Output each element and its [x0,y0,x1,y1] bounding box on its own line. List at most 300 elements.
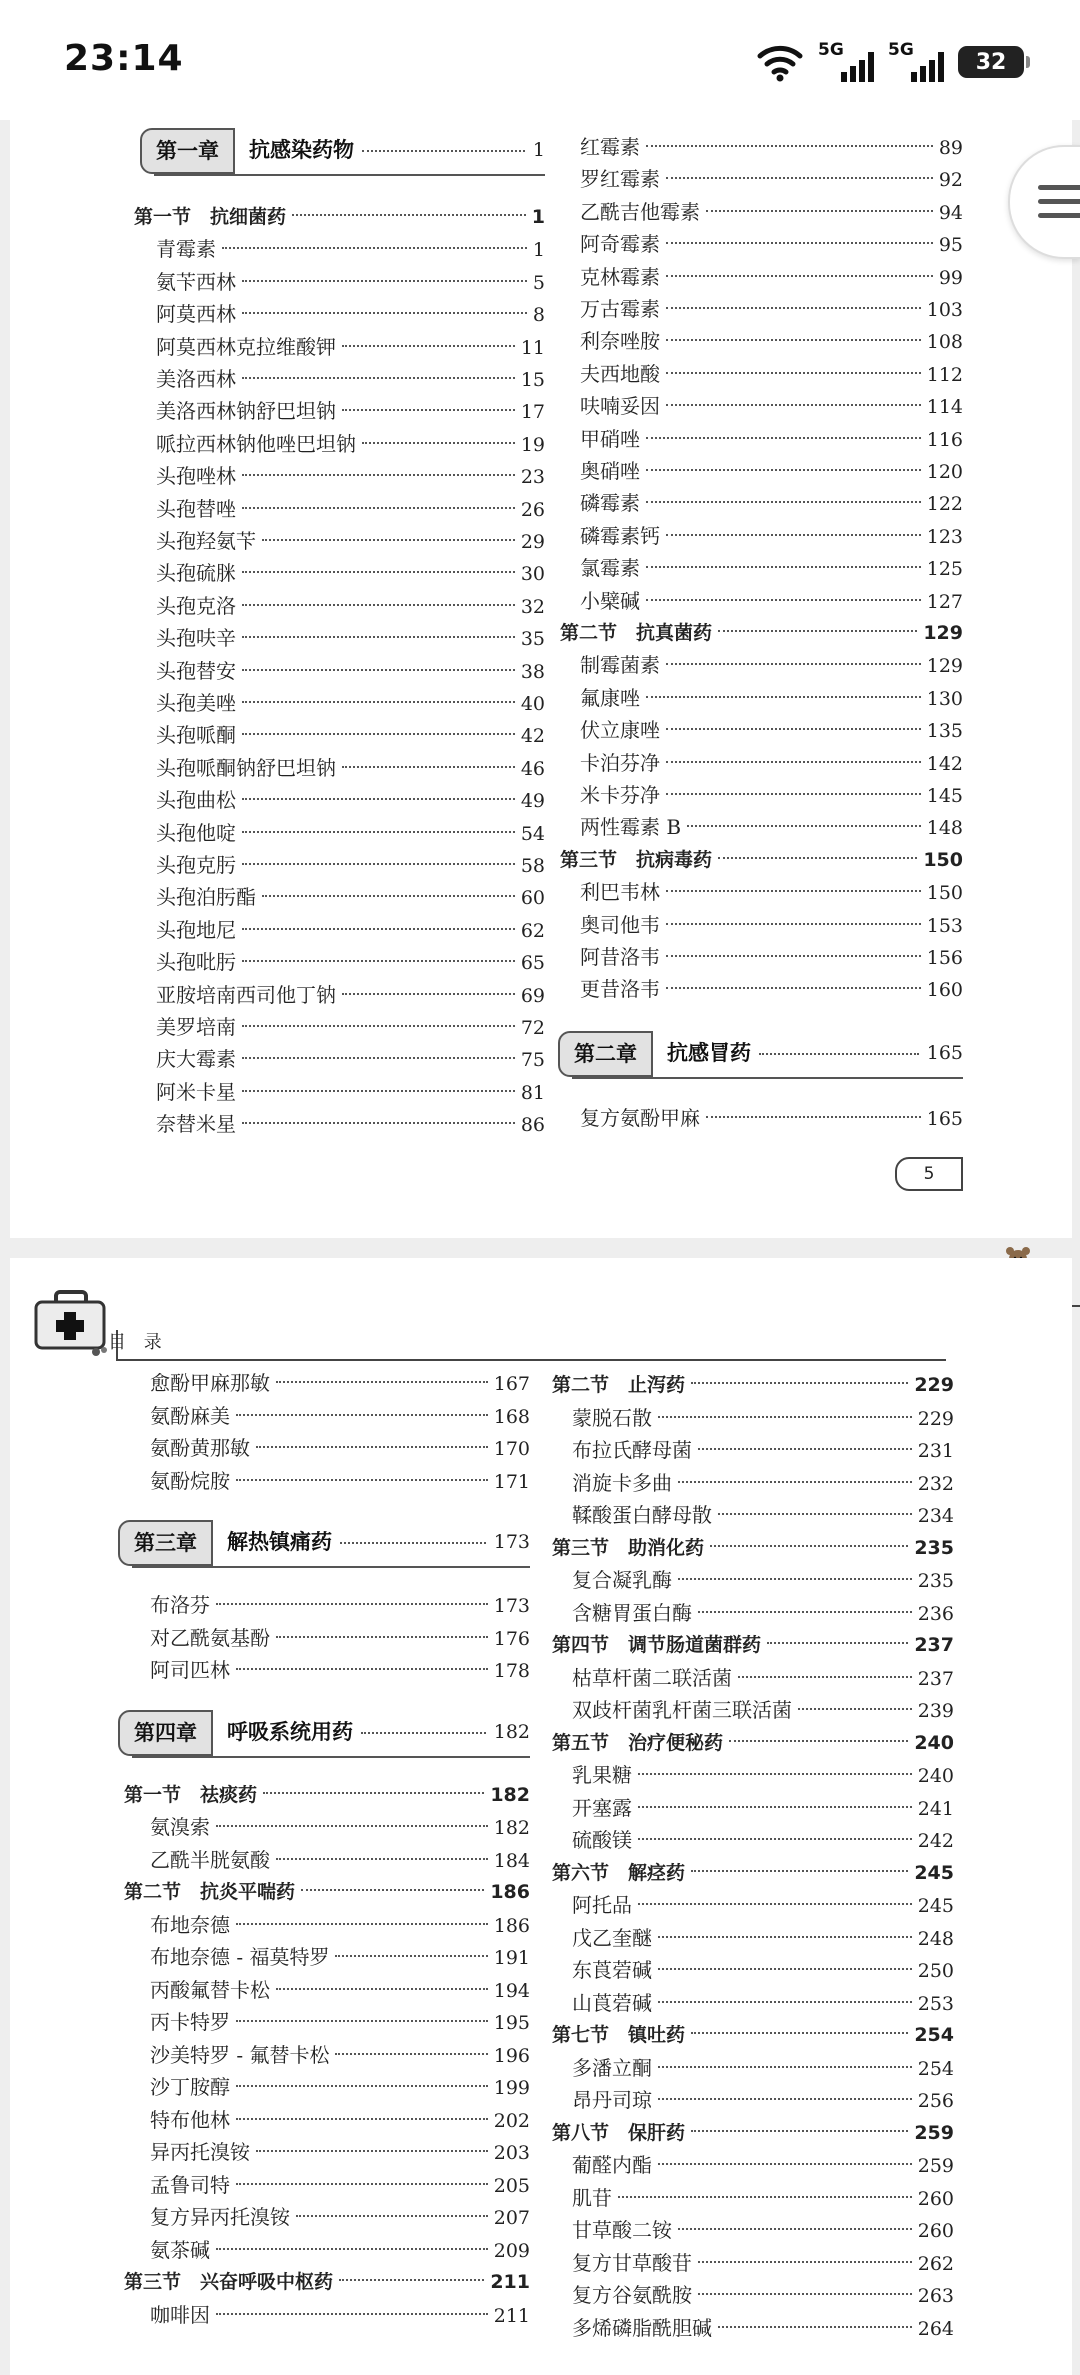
leader-dots [646,501,921,503]
item-name: 头孢替安 [156,658,236,683]
leader-dots [666,404,921,406]
toc-section[interactable] [552,1630,954,1660]
toc-section[interactable] [124,1780,530,1810]
leader-dots [658,2163,912,2165]
page-number: 260 [917,2187,954,2210]
page-number: 114 [926,396,963,419]
item-name: 复方甘草酸苷 [572,2250,692,2275]
item-name: 布地奈德 - 福莫特罗 [150,1945,330,1969]
leader-dots [691,2032,908,2034]
toc-item[interactable] [156,332,545,362]
toc-item[interactable] [580,748,963,778]
page-number: 60 [520,887,545,910]
item-name: 美洛西林钠舒巴坦钠 [156,399,336,424]
item-name: 氯霉素 [580,556,640,581]
toc-item[interactable] [580,683,963,713]
item-name: 头孢唑林 [156,464,236,489]
item-name: 美洛西林 [156,367,236,391]
toc-item[interactable] [572,1988,954,2018]
page-number: 135 [926,720,963,743]
item-name: 小檗碱 [580,588,640,613]
section-title: 第二节 止泻药 [552,1374,686,1396]
item-name: 头孢美唑 [156,691,236,715]
toc-item[interactable] [156,753,545,783]
toc-item[interactable] [580,974,963,1004]
page-number: 156 [926,947,963,969]
toc-item[interactable] [150,1812,530,1842]
toc-item[interactable] [156,494,545,524]
toc-item[interactable] [156,980,545,1010]
leader-dots [242,831,515,833]
item-name: 头孢曲松 [156,788,236,813]
page-number: 239 [917,1700,954,1722]
toc-item[interactable] [572,1793,954,1823]
chapter-heading[interactable] [118,1710,530,1754]
leader-dots [242,377,515,379]
item-name: 异丙托溴铵 [150,2140,250,2164]
page-number: 62 [520,919,545,942]
item-name: 乙酰半胱氨酸 [150,1847,270,1872]
toc-item[interactable] [156,623,545,653]
toc-item[interactable] [572,1435,954,1465]
item-name: 沙美特罗 - 氟替卡松 [150,2042,330,2067]
chapter-heading[interactable] [140,128,545,172]
toc-section[interactable] [552,1533,954,1563]
toc-item[interactable] [156,429,545,459]
page-number: 19 [520,433,545,456]
leader-dots [666,955,921,957]
toc-item[interactable] [572,1565,954,1595]
page-number: 94 [938,201,963,224]
toc-item[interactable] [580,1103,963,1133]
section-title: 第五节 治疗便秘药 [552,1731,724,1754]
page-number: 182 [493,1720,530,1743]
toc-item[interactable] [156,299,545,329]
item-name: 利奈唑胺 [580,329,660,354]
toc-item[interactable] [572,1695,954,1725]
menu-icon [1038,185,1080,190]
leader-dots [666,372,921,374]
leader-dots [296,2215,488,2217]
leader-dots [335,1955,487,1957]
toc-item[interactable] [580,391,963,421]
item-name: 伏立康唑 [580,718,660,743]
toc-item[interactable] [150,1942,530,1972]
toc-item[interactable] [580,326,963,356]
leader-dots [276,1858,488,1860]
toc-item[interactable] [580,812,963,842]
toc-section[interactable] [134,202,545,232]
page-number: 182 [490,1783,530,1806]
toc-item[interactable] [150,1845,530,1875]
leader-dots [638,1773,912,1775]
leader-dots [335,2053,487,2055]
toc-item[interactable] [580,359,963,389]
toc-item[interactable] [150,2137,530,2167]
page-number: 254 [914,2024,954,2046]
toc-item[interactable] [150,1655,530,1685]
toc-item[interactable] [150,2170,530,2200]
page-number: 195 [493,2012,530,2034]
page-number: 232 [917,1472,954,1495]
page-number: 191 [493,1947,530,1969]
toc-section[interactable] [552,1858,954,1888]
leader-dots [340,1542,486,1544]
toc-item[interactable] [150,1590,530,1620]
page-number: 245 [917,1895,954,1917]
toc-item[interactable] [150,1368,530,1398]
page-number: 17 [520,401,545,424]
leader-dots [646,437,921,439]
toc-item[interactable] [580,294,963,324]
toc-item[interactable] [572,1955,954,1985]
item-name: 呋喃妥因 [580,394,660,419]
toc-section[interactable] [124,2267,530,2297]
page-number: 259 [917,2155,954,2177]
page-number: 176 [493,1627,530,1650]
toc-item[interactable] [156,915,545,945]
leader-dots [242,669,515,671]
leader-dots [362,150,525,152]
item-name: 布地奈德 [150,1912,230,1937]
leader-dots [242,798,515,800]
header-rule [116,1359,946,1361]
toc-item[interactable] [150,2235,530,2265]
toc-item[interactable] [580,262,963,292]
leader-dots [263,1792,484,1794]
toc-item[interactable] [156,461,545,491]
item-name: 头孢克洛 [156,593,236,618]
toc-item[interactable] [572,2150,954,2180]
toc-item[interactable] [156,267,545,297]
leader-dots [666,275,933,277]
page-number: 207 [493,2207,530,2229]
page-number: 173 [493,1595,530,1617]
chapter-label: 第二章 [558,1031,653,1077]
item-name: 双歧杆菌乳杆菌三联活菌 [572,1698,792,1722]
toc-item[interactable] [156,882,545,912]
toc-item[interactable] [572,1468,954,1498]
item-name: 卡泊芬净 [580,750,660,775]
section-title: 第二节 抗真菌药 [560,622,713,644]
toc-item[interactable] [150,2105,530,2135]
leader-dots [646,696,921,698]
toc-item[interactable] [572,1663,954,1693]
toc-item[interactable] [572,1890,954,1920]
page-number: 211 [493,2304,530,2327]
toc-item[interactable] [150,2040,530,2070]
leader-dots [658,1416,912,1418]
toc-item[interactable] [156,656,545,686]
leader-dots [242,1090,515,1092]
page-number: 250 [917,1960,954,1982]
toc-section[interactable] [552,2020,954,2050]
wifi-icon [756,42,804,82]
toc-item[interactable] [580,164,963,194]
item-name: 阿司匹林 [150,1658,230,1682]
leader-dots [342,409,515,411]
leader-dots [242,701,515,703]
page-number: 205 [493,2174,530,2197]
item-name: 红霉素 [580,135,640,159]
toc-item[interactable] [156,818,545,848]
toc-item[interactable] [156,364,545,394]
item-name: 复方谷氨酰胺 [572,2283,692,2307]
item-name: 阿莫西林 [156,302,236,327]
toc-item[interactable] [572,2183,954,2213]
toc-section[interactable] [552,1370,954,1400]
page-number: 95 [938,234,963,257]
toc-item[interactable] [580,877,963,907]
page-number: 186 [493,1914,530,1937]
toc-item[interactable] [150,2202,530,2232]
item-name: 万古霉素 [580,297,660,321]
section-title: 第六节 解痉药 [552,1861,686,1884]
item-name: 咖啡因 [150,2302,210,2327]
signal-label: 5G [888,40,914,60]
leader-dots [666,307,921,309]
toc-item[interactable] [572,2280,954,2310]
toc-item[interactable] [156,1077,545,1107]
toc-item[interactable] [580,715,963,745]
page-number: 125 [926,558,963,581]
page-number: 242 [917,1830,954,1852]
toc-page-1 [10,120,1072,1238]
toc-item[interactable] [572,2248,954,2278]
toc-item[interactable] [572,2053,954,2083]
toc-item[interactable] [580,456,963,486]
item-name: 头孢他啶 [156,820,236,845]
leader-dots [242,1122,515,1124]
toc-item[interactable] [572,2313,954,2343]
toc-item[interactable] [156,526,545,556]
status-icons [756,40,1024,84]
toc-section[interactable] [560,618,963,648]
toc-item[interactable] [150,2007,530,2037]
item-name: 多烯磷脂酰胆碱 [572,2315,712,2340]
toc-section[interactable] [552,1728,954,1758]
toc-item[interactable] [580,586,963,616]
leader-dots [342,345,515,347]
leader-dots [698,1448,912,1450]
toc-item[interactable] [156,720,545,750]
toc-item[interactable] [572,1500,954,1530]
toc-item[interactable] [580,424,963,454]
page-number: 65 [520,952,545,975]
toc-item[interactable] [150,1975,530,2005]
chapter-heading[interactable] [118,1520,530,1564]
leader-dots [236,2085,488,2087]
toc-item[interactable] [156,1044,545,1074]
page-number: 153 [926,914,963,937]
item-name: 夫西地酸 [580,361,660,386]
toc-item[interactable] [572,2085,954,2115]
item-name: 奥硝唑 [580,459,640,483]
page-number: 29 [520,531,545,553]
page-number: 186 [490,1881,530,1903]
leader-dots [342,993,515,995]
leader-dots [222,247,527,249]
item-name: 特布他林 [150,2107,230,2132]
toc-item[interactable] [156,1012,545,1042]
page-number: 72 [520,1017,545,1039]
item-name: 葡醛内酯 [572,2153,652,2177]
toc-item[interactable] [156,688,545,718]
leader-dots [361,1732,486,1734]
toc-item[interactable] [580,553,963,583]
toc-item[interactable] [150,1401,530,1431]
leader-dots [618,2196,912,2198]
chapter-label: 第一章 [140,128,235,174]
item-name: 氨茶碱 [150,2237,210,2262]
toc-section[interactable] [124,1877,530,1907]
item-name: 阿昔洛韦 [580,945,660,969]
item-name: 奈替米星 [156,1112,236,1137]
toc-item[interactable] [572,2215,954,2245]
toc-item[interactable] [580,521,963,551]
leader-dots [666,890,921,892]
leader-dots [678,1481,912,1483]
leader-dots [276,1381,488,1383]
item-name: 氨酚黄那敏 [150,1436,250,1460]
leader-dots [276,1988,488,1990]
toc-item[interactable] [580,197,963,227]
page-number: 240 [917,1765,954,1787]
chapter-heading[interactable] [558,1031,963,1075]
toc-item[interactable] [150,2300,530,2330]
toc-item[interactable] [572,1403,954,1433]
page-number: 75 [520,1049,545,1072]
toc-item[interactable] [572,1598,954,1628]
page-number: 182 [493,1817,530,1839]
page-number: 245 [914,1861,954,1884]
toc-item[interactable] [572,1760,954,1790]
toc-item[interactable] [156,1109,545,1139]
item-name: 罗红霉素 [580,167,660,192]
leader-dots [718,1513,912,1515]
toc-item[interactable] [580,229,963,259]
toc-item[interactable] [580,910,963,940]
menu-icon [1038,199,1080,204]
page-number: 202 [493,2109,530,2132]
item-name: 甲硝唑 [580,426,640,451]
toc-item[interactable] [572,1923,954,1953]
toc-item[interactable] [580,132,963,162]
toc-item[interactable] [156,591,545,621]
toc-item[interactable] [580,650,963,680]
leader-dots [729,1740,908,1742]
item-name: 制霉菌素 [580,653,660,678]
page-number: 129 [923,622,963,644]
leader-dots [242,604,515,606]
page-number: 5 [895,1157,963,1191]
leader-dots [666,177,933,179]
item-name: 多潘立酮 [572,2055,652,2080]
leader-dots [362,442,515,444]
page-number: 1 [532,139,545,161]
item-name: 亚胺培南西司他丁钠 [156,982,336,1007]
toc-item[interactable] [156,558,545,588]
section-title: 第一节 祛痰药 [124,1783,258,1806]
item-name: 阿米卡星 [156,1079,236,1104]
leader-dots [666,728,921,730]
toc-item[interactable] [150,1910,530,1940]
leader-dots [666,663,921,665]
item-name: 美罗培南 [156,1015,236,1039]
page-number: 58 [520,855,545,877]
page-number: 241 [917,1797,954,1820]
leader-dots [276,1636,488,1638]
toc-item[interactable] [580,488,963,518]
page-number: 120 [926,461,963,483]
item-name: 庆大霉素 [156,1047,236,1072]
leader-dots [236,1923,488,1925]
leader-dots [718,630,917,632]
page-number: 86 [520,1114,545,1137]
page-number: 26 [520,498,545,521]
item-name: 头孢羟氨苄 [156,529,256,553]
page-number: 130 [926,687,963,710]
leader-dots [216,2313,488,2315]
item-name: 愈酚甲麻那敏 [150,1371,270,1395]
leader-dots [687,825,921,827]
toc-item[interactable] [156,785,545,815]
toc-item[interactable] [156,234,545,264]
item-name: 肌苷 [572,2185,612,2210]
toc-item[interactable] [580,942,963,972]
item-name: 磷霉素钙 [580,523,660,548]
leader-dots [691,1870,908,1872]
toc-item[interactable] [150,2072,530,2102]
toc-header: 目 录 [108,1332,168,1353]
item-name: 蒙脱石散 [572,1405,652,1430]
toc-item[interactable] [572,1825,954,1855]
item-name: 阿托品 [572,1893,632,1917]
toc-item[interactable] [150,1433,530,1463]
toc-item[interactable] [150,1623,530,1653]
page-number: 123 [926,525,963,548]
leader-dots [242,733,515,735]
item-name: 山莨菪碱 [572,1990,652,2015]
item-name: 戊乙奎醚 [572,1925,652,1950]
page-number: 194 [493,1979,530,2002]
toc-item[interactable] [156,850,545,880]
page-number: 129 [926,655,963,678]
page-number: 235 [914,1536,954,1559]
toc-item[interactable] [150,1466,530,1496]
section-title: 第二节 抗炎平喘药 [124,1881,296,1903]
page-number: 256 [917,2090,954,2112]
toc-section[interactable] [552,2118,954,2148]
page-number: 150 [926,882,963,905]
toc-item[interactable] [156,396,545,426]
item-name: 氨酚烷胺 [150,1468,230,1493]
toc-item[interactable] [580,780,963,810]
page-number: 248 [917,1927,954,1950]
toc-section[interactable] [560,845,963,875]
leader-dots [658,1968,912,1970]
leader-dots [710,1545,908,1547]
toc-item[interactable] [156,947,545,977]
item-name: 更昔洛韦 [580,977,660,1002]
page-number: 171 [493,1470,530,1493]
leader-dots [666,339,921,341]
item-name: 孟鲁司特 [150,2172,230,2197]
page-number: 30 [520,563,545,586]
leader-dots [666,923,921,925]
leader-dots [242,312,527,314]
page-number: 240 [914,1731,954,1754]
